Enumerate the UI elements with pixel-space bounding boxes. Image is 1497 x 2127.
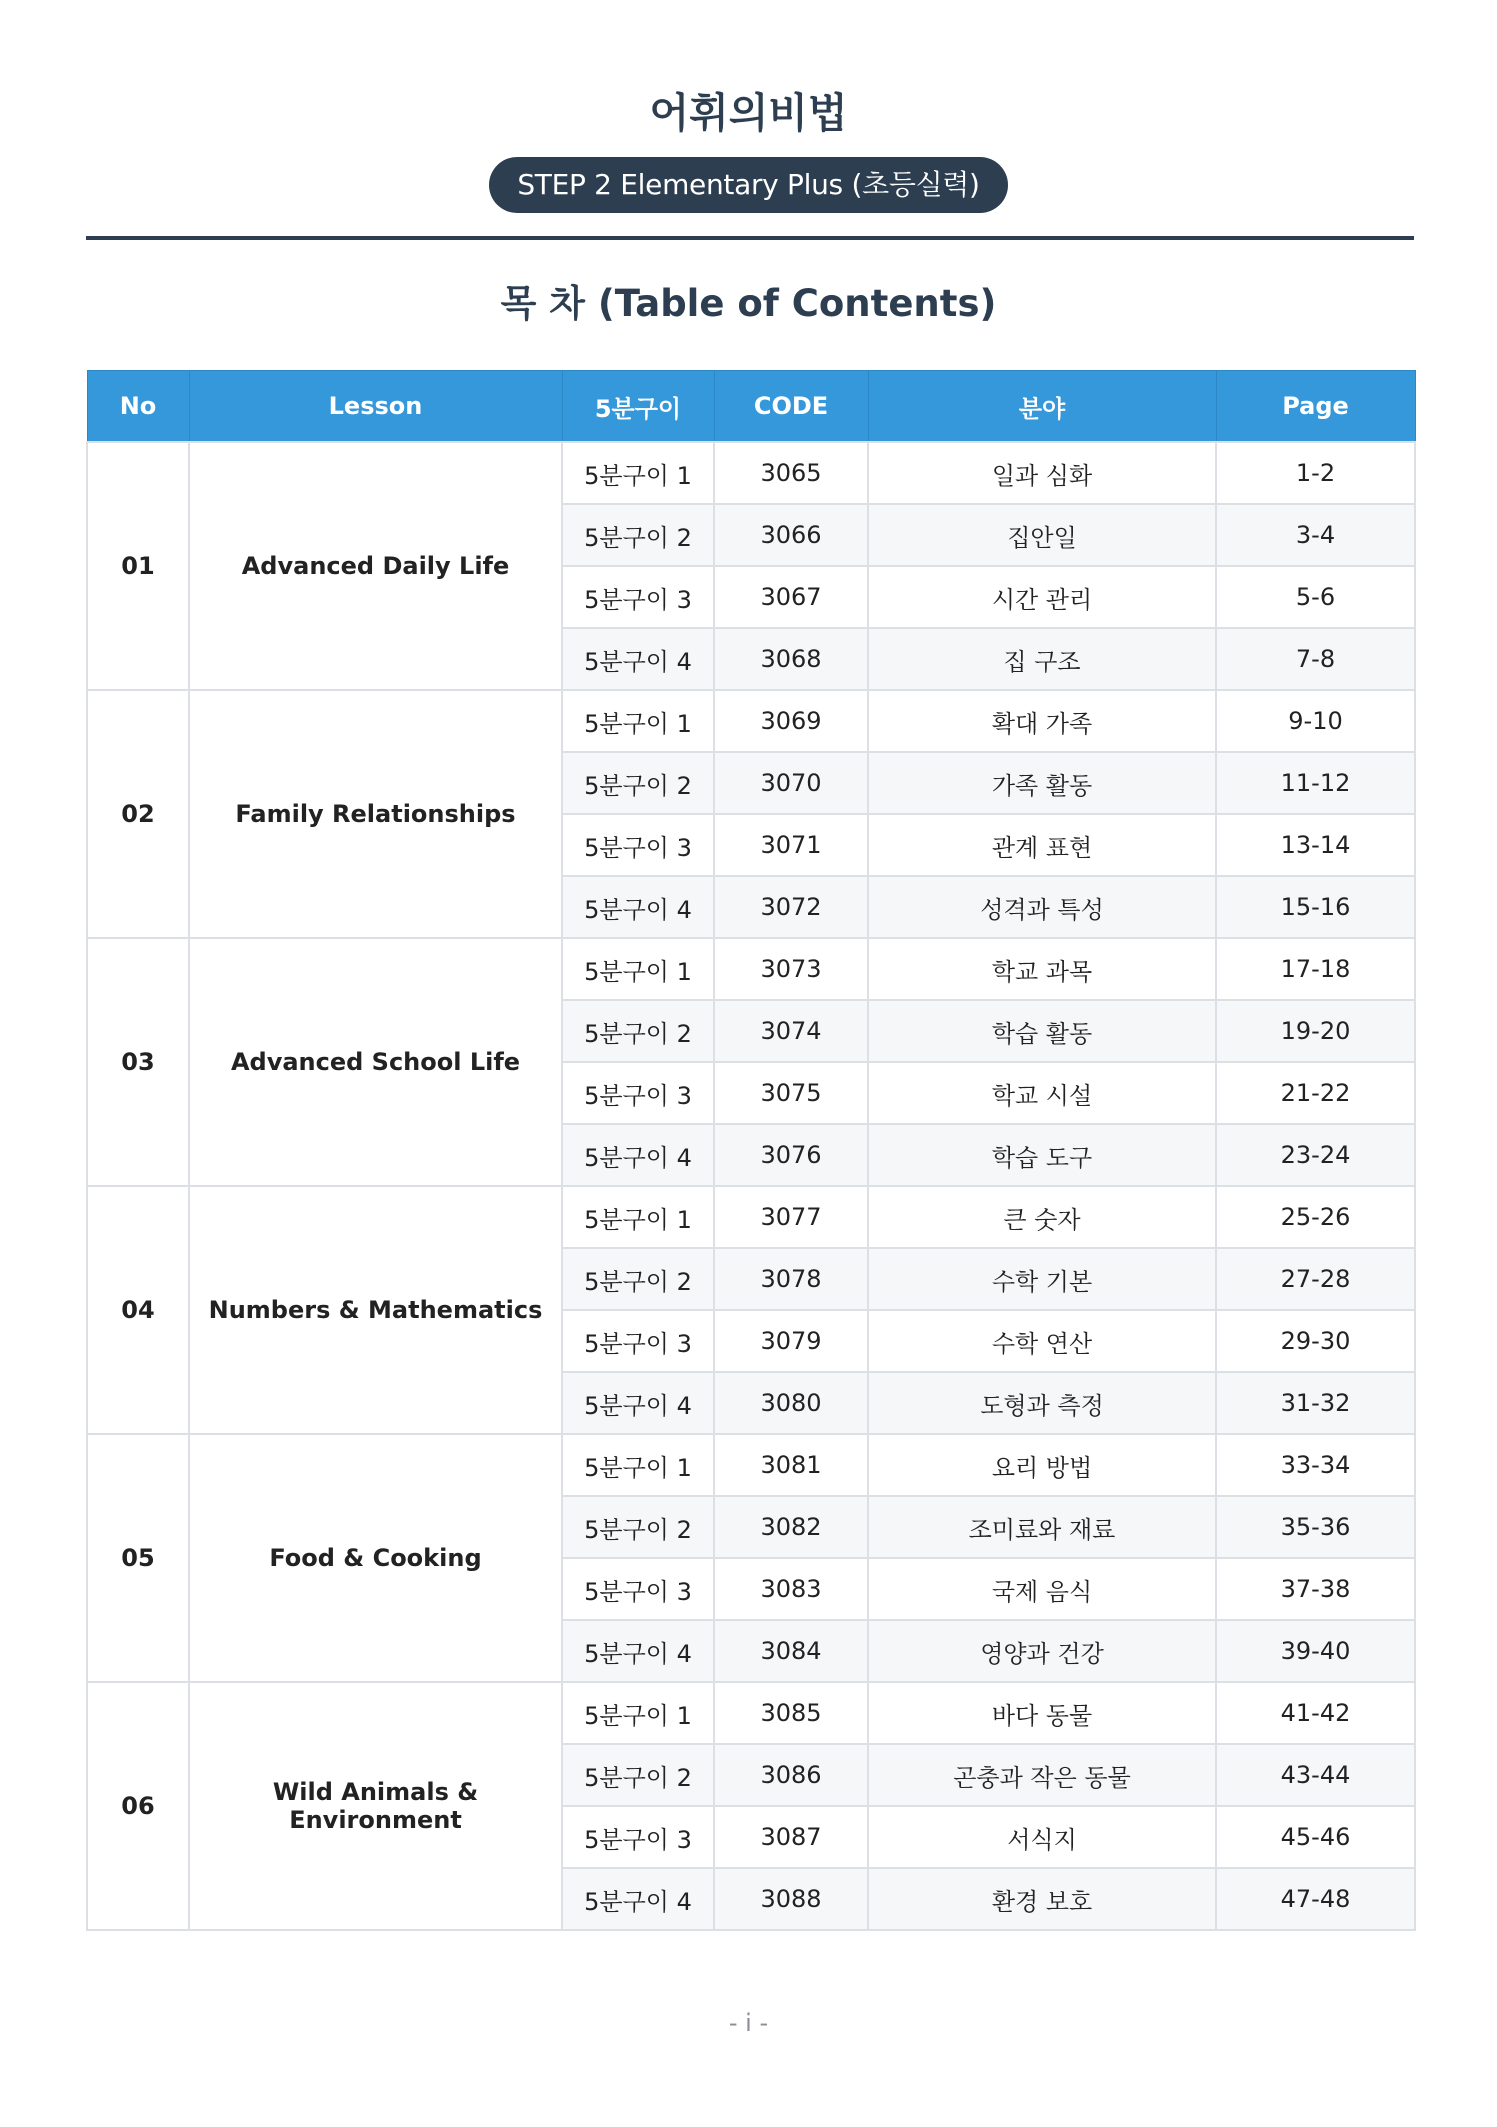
code-cell: 3077 (714, 1186, 868, 1248)
code-cell: 3070 (714, 752, 868, 814)
code-cell: 3068 (714, 628, 868, 690)
part-cell: 5분구이 1 (562, 1434, 714, 1496)
field-cell: 집안일 (868, 504, 1216, 566)
header-lesson: Lesson (189, 371, 562, 443)
lesson-number: 02 (87, 690, 189, 938)
code-cell: 3085 (714, 1682, 868, 1744)
field-cell: 요리 방법 (868, 1434, 1216, 1496)
page-cell: 9-10 (1216, 690, 1415, 752)
field-cell: 곤충과 작은 동물 (868, 1744, 1216, 1806)
part-cell: 5분구이 4 (562, 1124, 714, 1186)
page-cell: 29-30 (1216, 1310, 1415, 1372)
header-code: CODE (714, 371, 868, 443)
field-cell: 학교 시설 (868, 1062, 1216, 1124)
page-cell: 15-16 (1216, 876, 1415, 938)
table-row (87, 442, 1415, 504)
part-cell: 5분구이 4 (562, 1620, 714, 1682)
part-cell: 5분구이 4 (562, 876, 714, 938)
field-cell: 영양과 건강 (868, 1620, 1216, 1682)
lesson-number: 01 (87, 442, 189, 690)
field-cell: 학습 활동 (868, 1000, 1216, 1062)
page-cell: 21-22 (1216, 1062, 1415, 1124)
page-cell: 27-28 (1216, 1248, 1415, 1310)
code-cell: 3065 (714, 442, 868, 504)
code-cell: 3066 (714, 504, 868, 566)
header-field: 분야 (868, 371, 1216, 443)
table-row (87, 1682, 1415, 1744)
field-cell: 집 구조 (868, 628, 1216, 690)
field-cell: 학습 도구 (868, 1124, 1216, 1186)
part-cell: 5분구이 4 (562, 1372, 714, 1434)
code-cell: 3088 (714, 1868, 868, 1930)
code-cell: 3067 (714, 566, 868, 628)
part-cell: 5분구이 2 (562, 1248, 714, 1310)
field-cell: 서식지 (868, 1806, 1216, 1868)
field-cell: 환경 보호 (868, 1868, 1216, 1930)
field-cell: 성격과 특성 (868, 876, 1216, 938)
lesson-number: 05 (87, 1434, 189, 1682)
header-no: No (87, 371, 189, 443)
part-cell: 5분구이 2 (562, 1000, 714, 1062)
field-cell: 일과 심화 (868, 442, 1216, 504)
part-cell: 5분구이 4 (562, 1868, 714, 1930)
table-row (87, 938, 1415, 1000)
code-cell: 3079 (714, 1310, 868, 1372)
part-cell: 5분구이 3 (562, 1806, 714, 1868)
code-cell: 3073 (714, 938, 868, 1000)
table-row (87, 1186, 1415, 1248)
lesson-title: Wild Animals & Environment (189, 1682, 562, 1930)
page-number: - i - (728, 2009, 769, 2037)
toc-table (86, 370, 1416, 1931)
table-row (87, 690, 1415, 752)
code-cell: 3071 (714, 814, 868, 876)
field-cell: 국제 음식 (868, 1558, 1216, 1620)
part-cell: 5분구이 3 (562, 1558, 714, 1620)
page-cell: 11-12 (1216, 752, 1415, 814)
page-cell: 13-14 (1216, 814, 1415, 876)
code-cell: 3084 (714, 1620, 868, 1682)
page-cell: 43-44 (1216, 1744, 1415, 1806)
lesson-number: 06 (87, 1682, 189, 1930)
table-row (87, 1434, 1415, 1496)
page-cell: 41-42 (1216, 1682, 1415, 1744)
field-cell: 수학 기본 (868, 1248, 1216, 1310)
step-badge: STEP 2 Elementary Plus (초등실력) (489, 157, 1007, 213)
field-cell: 수학 연산 (868, 1310, 1216, 1372)
page-cell: 25-26 (1216, 1186, 1415, 1248)
code-cell: 3076 (714, 1124, 868, 1186)
lesson-title: Food & Cooking (189, 1434, 562, 1682)
page-cell: 23-24 (1216, 1124, 1415, 1186)
header-page: Page (1216, 371, 1415, 443)
part-cell: 5분구이 1 (562, 690, 714, 752)
code-cell: 3082 (714, 1496, 868, 1558)
code-cell: 3075 (714, 1062, 868, 1124)
code-cell: 3069 (714, 690, 868, 752)
lesson-title: Advanced Daily Life (189, 442, 562, 690)
field-cell: 큰 숫자 (868, 1186, 1216, 1248)
lesson-title: Advanced School Life (189, 938, 562, 1186)
field-cell: 조미료와 재료 (868, 1496, 1216, 1558)
part-cell: 5분구이 3 (562, 814, 714, 876)
page-cell: 33-34 (1216, 1434, 1415, 1496)
header-divider (86, 236, 1414, 240)
part-cell: 5분구이 1 (562, 442, 714, 504)
lesson-title: Family Relationships (189, 690, 562, 938)
page-cell: 35-36 (1216, 1496, 1415, 1558)
part-cell: 5분구이 1 (562, 938, 714, 1000)
part-cell: 5분구이 1 (562, 1186, 714, 1248)
code-cell: 3087 (714, 1806, 868, 1868)
part-cell: 5분구이 3 (562, 1310, 714, 1372)
part-cell: 5분구이 2 (562, 1744, 714, 1806)
code-cell: 3078 (714, 1248, 868, 1310)
code-cell: 3086 (714, 1744, 868, 1806)
page-cell: 17-18 (1216, 938, 1415, 1000)
code-cell: 3074 (714, 1000, 868, 1062)
part-cell: 5분구이 3 (562, 566, 714, 628)
lesson-number: 03 (87, 938, 189, 1186)
page-cell: 31-32 (1216, 1372, 1415, 1434)
part-cell: 5분구이 2 (562, 504, 714, 566)
code-cell: 3081 (714, 1434, 868, 1496)
page-cell: 39-40 (1216, 1620, 1415, 1682)
part-cell: 5분구이 4 (562, 628, 714, 690)
page-cell: 45-46 (1216, 1806, 1415, 1868)
part-cell: 5분구이 2 (562, 752, 714, 814)
part-cell: 5분구이 2 (562, 1496, 714, 1558)
field-cell: 학교 과목 (868, 938, 1216, 1000)
part-cell: 5분구이 1 (562, 1682, 714, 1744)
code-cell: 3072 (714, 876, 868, 938)
lesson-title: Numbers & Mathematics (189, 1186, 562, 1434)
page-cell: 5-6 (1216, 566, 1415, 628)
page-cell: 47-48 (1216, 1868, 1415, 1930)
page-cell: 1-2 (1216, 442, 1415, 504)
code-cell: 3083 (714, 1558, 868, 1620)
table-header-row (87, 371, 1415, 443)
part-cell: 5분구이 3 (562, 1062, 714, 1124)
field-cell: 시간 관리 (868, 566, 1216, 628)
field-cell: 확대 가족 (868, 690, 1216, 752)
page-cell: 19-20 (1216, 1000, 1415, 1062)
subtitle-wrap (0, 157, 1497, 213)
code-cell: 3080 (714, 1372, 868, 1434)
field-cell: 관계 표현 (868, 814, 1216, 876)
table-body (87, 442, 1415, 1930)
page-cell: 7-8 (1216, 628, 1415, 690)
lesson-number: 04 (87, 1186, 189, 1434)
field-cell: 도형과 측정 (868, 1372, 1216, 1434)
page-cell: 37-38 (1216, 1558, 1415, 1620)
page-cell: 3-4 (1216, 504, 1415, 566)
document-title: 어휘의비법 (649, 89, 848, 137)
field-cell: 바다 동물 (868, 1682, 1216, 1744)
toc-title: 목 차 (Table of Contents) (500, 282, 997, 325)
header-part: 5분구이 (562, 371, 714, 443)
field-cell: 가족 활동 (868, 752, 1216, 814)
